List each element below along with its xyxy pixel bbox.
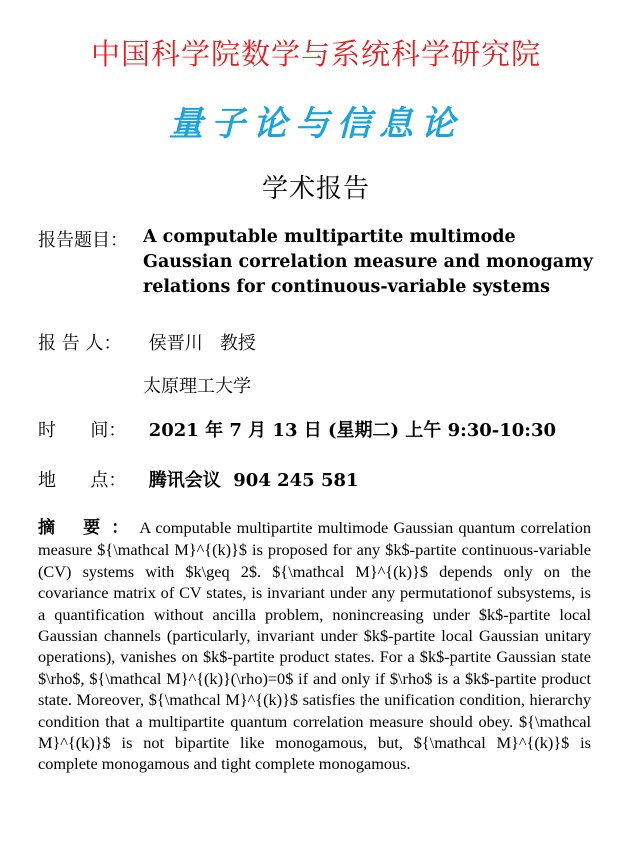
- place-row: [38, 466, 359, 492]
- speaker-row: [38, 329, 256, 355]
- abstract-label: 摘 要：: [38, 518, 140, 538]
- abstract: [38, 517, 591, 775]
- speaker-label: 报 告 人：: [38, 333, 122, 354]
- time-row: [38, 416, 556, 442]
- title-label: 报告题目：: [38, 230, 128, 251]
- time-label: 时 间：: [38, 420, 127, 441]
- abstract-text: A computable multipartite multimode Gaussian quantum correlation measure ${\mathcal M}^{(k)}$ is proposed for any $k$-partite continuous-variable (CV) systems with $k\geq 2$. ${\mathcal M}^{(k)}$ depends only on the covariance matrix of CV states, is invariant under any permutationof subsystems, is a quantification without ancilla problem, nonincreasing under $k$-partite local Gaussian channels (particularly, invariant under $k$-partite local Gaussian unitary operations), vanishes on $k$-partite product states. For a $k$-partite Gaussian state $\rho$, ${\mathcal M}^{(k)}(\rho)=0$ if and only if $\rho$ is a $k$-partite product state. Moreover, ${\mathcal M}^{(k)}$ satisfies the unification condition, hierarchy condition that a multipartite quantum correlation measure should obey. ${\mathcal M}^{(k)}$ is not bipartite like monogamous, but, ${\mathcal M}^{(k)}$ is complete monogamous and tight complete monogamous.: [38, 518, 592, 774]
- time-value: 2021 年 7 月 13 日 (星期二) 上午 9:30-10:30: [148, 420, 557, 441]
- series-title: 量子论与信息论: [169, 104, 463, 144]
- title-row: [38, 226, 128, 252]
- speaker-affiliation: 太原理工大学: [143, 376, 251, 397]
- talk-title: A computable multipartite multimode Gaussian correlation measure and monogamy relations for continuous-variable systems: [143, 227, 593, 297]
- place-value: 腾讯会议 904 245 581: [148, 470, 359, 491]
- place-label: 地 点：: [38, 470, 127, 491]
- institute-title: 中国科学院数学与系统科学研究院: [90, 37, 541, 71]
- report-kind: 学术报告: [261, 174, 370, 204]
- affiliation-row: [143, 372, 251, 398]
- speaker-name: 侯晋川 教授: [148, 333, 256, 354]
